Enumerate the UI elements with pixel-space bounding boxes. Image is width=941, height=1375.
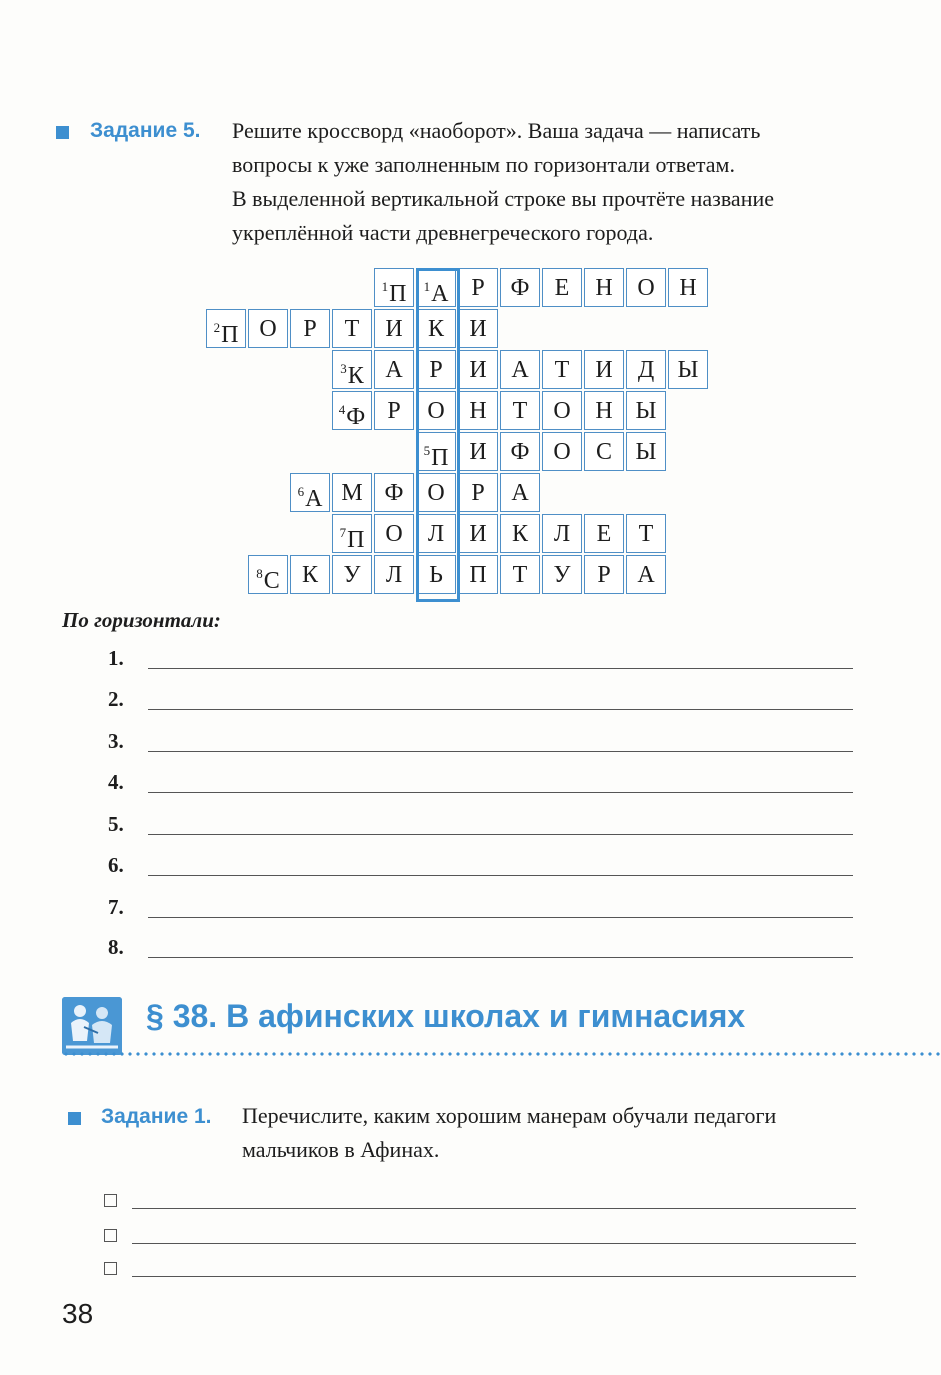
- answer-line[interactable]: [132, 1243, 856, 1244]
- cell-letter: К: [347, 363, 364, 389]
- cell-letter: У: [553, 562, 571, 588]
- crossword-cell: [626, 350, 666, 389]
- crossword-cell: [290, 473, 330, 512]
- answer-line[interactable]: [148, 917, 853, 918]
- crossword-cell: [626, 268, 666, 307]
- cell-letter: Р: [597, 562, 611, 588]
- cell-letter: А: [637, 562, 655, 588]
- answer-line[interactable]: [148, 668, 853, 669]
- crossword-cell: [542, 555, 582, 594]
- crossword-cell: [332, 555, 372, 594]
- crossword-cell: [332, 350, 372, 389]
- crossword-cell: [458, 309, 498, 348]
- crossword-cell: [584, 555, 624, 594]
- cell-letter: Е: [554, 275, 570, 301]
- cell-letter: Т: [638, 521, 654, 547]
- answer-number: 3.: [108, 729, 124, 753]
- clue-number: 2: [213, 320, 221, 335]
- crossword-cell: [332, 473, 372, 512]
- task-5-line: вопросы к уже заполненным по горизонтали ответам.: [232, 152, 735, 177]
- crossword-cell: [416, 350, 456, 389]
- cell-letter: Р: [429, 357, 443, 383]
- cell-letter: Н: [679, 275, 697, 301]
- cell-letter: И: [469, 316, 487, 342]
- horizontal-heading: По горизонтали:: [62, 608, 221, 632]
- crossword-cell: [668, 268, 708, 307]
- answer-row[interactable]: [108, 646, 853, 676]
- crossword-cell: [332, 514, 372, 553]
- crossword-cell: [584, 432, 624, 471]
- crossword-cell: [500, 268, 540, 307]
- answer-checkbox-row[interactable]: [104, 1258, 856, 1282]
- task-5-label: Задание 5.: [90, 119, 201, 142]
- answer-line[interactable]: [148, 875, 853, 876]
- checkbox[interactable]: [104, 1229, 117, 1242]
- crossword-cell: [500, 555, 540, 594]
- crossword-cell: [626, 555, 666, 594]
- crossword-cell: [416, 432, 456, 471]
- task-5-line: В выделенной вертикальной строке вы прочтёте название: [232, 186, 775, 211]
- crossword-grid: [0, 0, 941, 620]
- cell-letter: Ф: [346, 404, 366, 430]
- answer-line[interactable]: [148, 751, 853, 752]
- crossword-cell: [458, 432, 498, 471]
- crossword-cell: [458, 350, 498, 389]
- clue-number: 1: [423, 279, 431, 294]
- cell-letter: А: [511, 357, 529, 383]
- cell-letter: Н: [595, 275, 613, 301]
- answer-checkbox-row[interactable]: [104, 1190, 856, 1214]
- answer-row[interactable]: [108, 935, 853, 965]
- crossword-cell: [416, 473, 456, 512]
- cell-letter: И: [469, 439, 487, 465]
- answer-number: 5.: [108, 812, 124, 836]
- answer-checkbox-row[interactable]: [104, 1225, 856, 1249]
- clue-number: 4: [338, 402, 346, 417]
- clue-number: 8: [256, 566, 263, 581]
- answer-line[interactable]: [148, 709, 853, 710]
- cell-letter: Н: [469, 398, 487, 424]
- cell-letter: Р: [387, 398, 401, 424]
- cell-letter: А: [385, 357, 403, 383]
- clue-number: 3: [340, 361, 347, 376]
- cell-letter: П: [389, 281, 407, 307]
- cell-letter: О: [385, 521, 403, 547]
- cell-letter: Д: [637, 357, 655, 383]
- crossword-cell: [500, 514, 540, 553]
- crossword-cell: [332, 309, 372, 348]
- crossword-cell: [416, 514, 456, 553]
- cell-letter: И: [469, 521, 487, 547]
- answer-number: 4.: [108, 770, 124, 794]
- page-number: 38: [62, 1298, 94, 1329]
- clue-number: 6: [297, 484, 305, 499]
- cell-letter: Н: [595, 398, 613, 424]
- task-1-label: Задание 1.: [101, 1105, 212, 1128]
- task-5-line: Решите кроссворд «наоборот». Ваша задача — написать: [232, 118, 761, 143]
- answer-number: 2.: [108, 687, 124, 711]
- answer-line[interactable]: [148, 957, 853, 958]
- crossword-cell: [584, 514, 624, 553]
- cell-letter: И: [385, 316, 403, 342]
- cell-letter: О: [259, 316, 277, 342]
- task-marker: [68, 1112, 81, 1125]
- cell-letter: Ф: [384, 480, 404, 506]
- answer-row[interactable]: [108, 729, 853, 759]
- crossword-cell: [458, 514, 498, 553]
- cell-letter: Ь: [429, 562, 443, 588]
- cell-letter: М: [341, 480, 363, 506]
- crossword-cell: [542, 432, 582, 471]
- cell-letter: Т: [554, 357, 570, 383]
- cell-letter: У: [343, 562, 361, 588]
- cell-letter: Т: [512, 562, 528, 588]
- crossword-cell: [458, 391, 498, 430]
- answer-row[interactable]: [108, 812, 853, 842]
- crossword-cell: [248, 555, 288, 594]
- crossword-cell: [626, 514, 666, 553]
- task-1-line: мальчиков в Афинах.: [242, 1137, 440, 1162]
- crossword-cell: [374, 473, 414, 512]
- checkbox[interactable]: [104, 1194, 117, 1207]
- answer-number: 1.: [108, 646, 124, 670]
- crossword-cell: [542, 268, 582, 307]
- answer-row[interactable]: [108, 895, 853, 925]
- answer-line[interactable]: [148, 792, 853, 793]
- cell-letter: О: [427, 480, 445, 506]
- crossword-cell: [374, 268, 414, 307]
- answer-number: 6.: [108, 853, 124, 877]
- cell-letter: Ф: [510, 275, 530, 301]
- crossword-cell: [500, 432, 540, 471]
- crossword-cell: [500, 350, 540, 389]
- cell-letter: С: [595, 439, 612, 465]
- crossword-cell: [374, 514, 414, 553]
- task-5-line: укреплённой части древнегреческого города.: [232, 220, 654, 245]
- cell-letter: П: [221, 322, 239, 348]
- cell-letter: О: [553, 398, 571, 424]
- answer-row[interactable]: [108, 853, 853, 883]
- crossword-cell: [416, 309, 456, 348]
- cell-letter: Л: [385, 562, 403, 588]
- cell-letter: П: [469, 562, 487, 588]
- cell-letter: Р: [303, 316, 317, 342]
- cell-letter: Ы: [635, 398, 657, 424]
- cell-letter: К: [511, 521, 528, 547]
- answer-row[interactable]: [108, 770, 853, 800]
- crossword-cell: [458, 473, 498, 512]
- crossword-cell: [458, 555, 498, 594]
- cell-letter: Т: [512, 398, 528, 424]
- clue-number: 1: [381, 279, 389, 294]
- checkbox[interactable]: [104, 1262, 117, 1275]
- crossword-cell: [500, 391, 540, 430]
- cell-letter: Л: [427, 521, 445, 547]
- cell-letter: К: [301, 562, 318, 588]
- cell-letter: Л: [553, 521, 571, 547]
- crossword-cell: [416, 391, 456, 430]
- crossword-cell: [248, 309, 288, 348]
- cell-letter: Р: [471, 480, 485, 506]
- cell-letter: Ы: [677, 357, 699, 383]
- crossword-cell: [374, 391, 414, 430]
- crossword-cell: [500, 473, 540, 512]
- crossword-cell: [290, 555, 330, 594]
- answer-row[interactable]: [108, 687, 853, 717]
- cell-letter: К: [427, 316, 444, 342]
- answer-number: 8.: [108, 935, 124, 959]
- crossword-cell: [542, 350, 582, 389]
- crossword-cell: [416, 268, 456, 307]
- cell-letter: А: [511, 480, 529, 506]
- answer-number: 7.: [108, 895, 124, 919]
- dotted-divider: [62, 1052, 941, 1056]
- crossword-cell: [374, 350, 414, 389]
- crossword-cell: [416, 555, 456, 594]
- crossword-cell: [626, 391, 666, 430]
- crossword-cell: [584, 391, 624, 430]
- crossword-cell: [542, 514, 582, 553]
- crossword-cell: [332, 391, 372, 430]
- cell-letter: И: [469, 357, 487, 383]
- cell-letter: О: [553, 439, 571, 465]
- cell-letter: С: [263, 568, 280, 594]
- cell-letter: Р: [471, 275, 485, 301]
- cell-letter: А: [431, 281, 449, 307]
- cell-letter: А: [305, 486, 323, 512]
- crossword-cell: [206, 309, 246, 348]
- crossword-cell: [374, 309, 414, 348]
- cell-letter: И: [595, 357, 613, 383]
- section-header: [62, 997, 941, 1057]
- answer-line[interactable]: [148, 834, 853, 835]
- cell-letter: П: [347, 527, 365, 553]
- crossword-cell: [458, 268, 498, 307]
- crossword-cell: [290, 309, 330, 348]
- cell-letter: О: [637, 275, 655, 301]
- crossword-cell: [668, 350, 708, 389]
- crossword-cell: [542, 391, 582, 430]
- task-1-text: [242, 1099, 862, 1167]
- task-1-line: Перечислите, каким хорошим манерам обучали педагоги: [242, 1103, 777, 1128]
- crossword-cell: [584, 268, 624, 307]
- cell-letter: Е: [596, 521, 612, 547]
- crossword-cell: [626, 432, 666, 471]
- crossword-cell: [374, 555, 414, 594]
- answer-line[interactable]: [132, 1276, 856, 1277]
- clue-number: 7: [339, 525, 347, 540]
- answer-line[interactable]: [132, 1208, 856, 1209]
- cell-letter: Т: [344, 316, 360, 342]
- section-title: § 38. В афинских школах и гимнасиях: [146, 998, 746, 1034]
- cell-letter: Ы: [635, 439, 657, 465]
- cell-letter: Ф: [510, 439, 530, 465]
- cell-letter: О: [427, 398, 445, 424]
- crossword-cell: [584, 350, 624, 389]
- clue-number: 5: [423, 443, 431, 458]
- cell-letter: П: [431, 445, 449, 471]
- section-illustration-icon: [62, 997, 122, 1055]
